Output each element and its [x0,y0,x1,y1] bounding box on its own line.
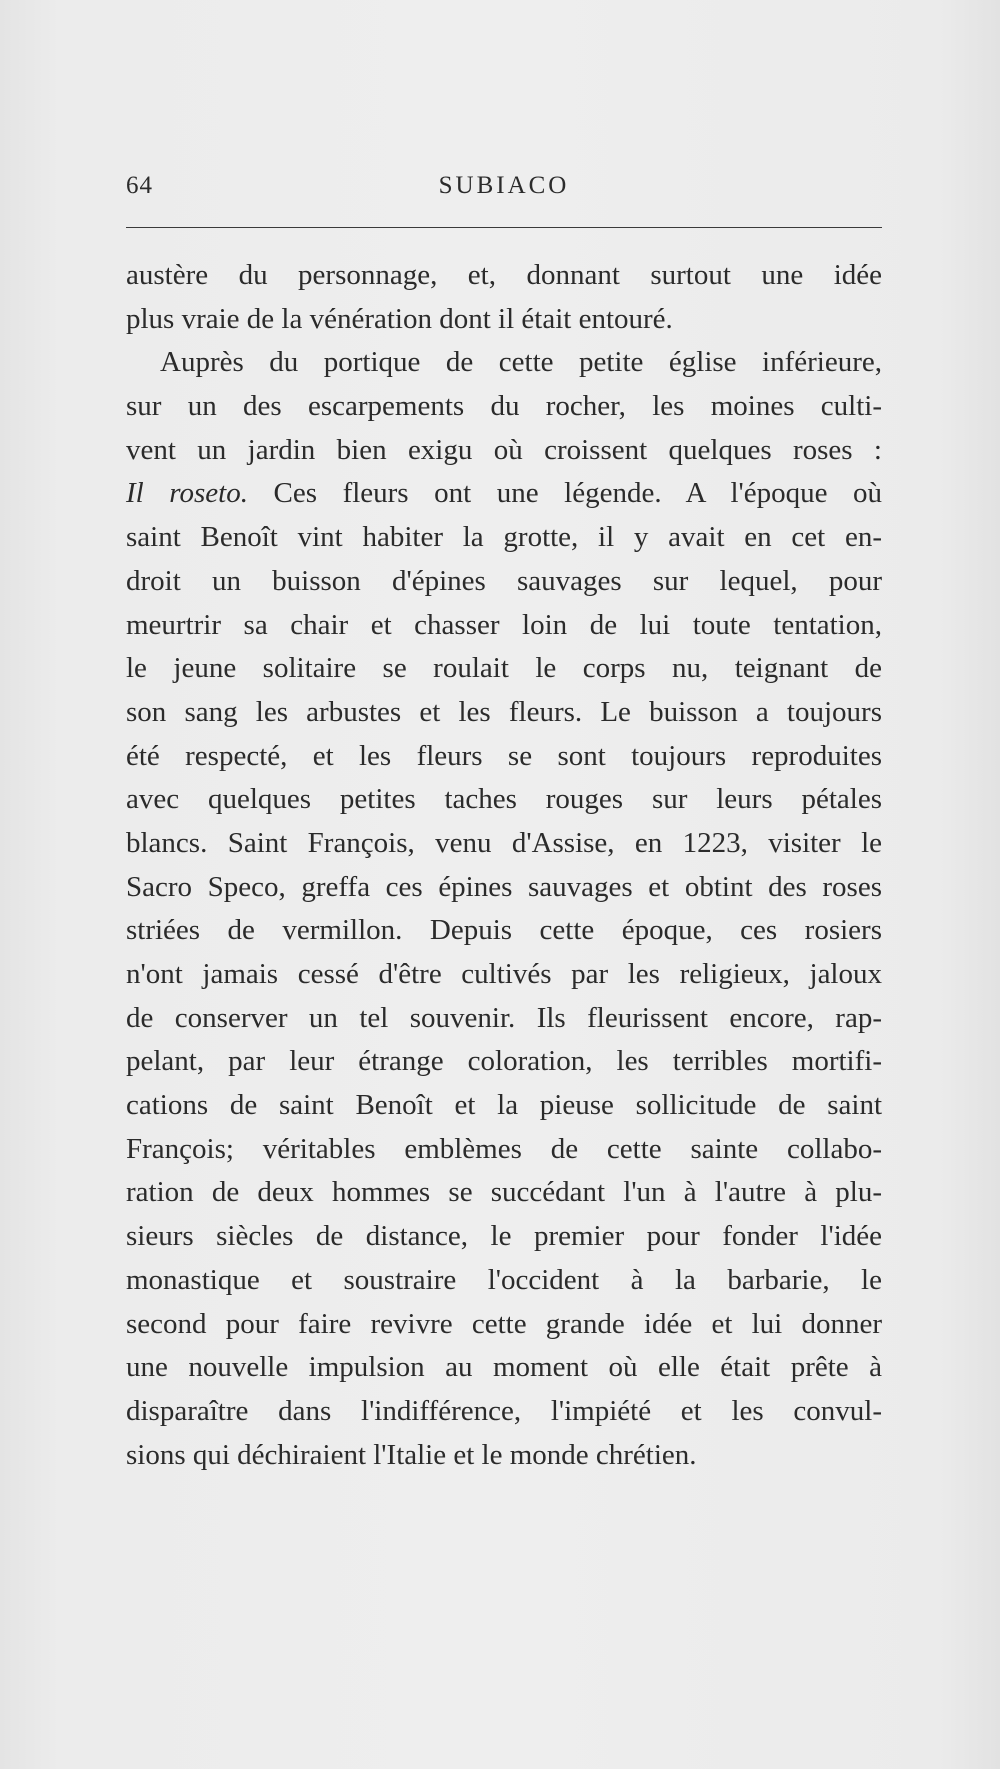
text-line-27: disparaître dans l'indifférence, l'impiété et les convul- [126,1394,882,1427]
page-number: 64 [126,172,153,199]
text-line-2: plus vraie de la vénération dont il était entouré. [126,302,673,335]
italic-phrase: Il roseto. [126,477,248,510]
text-line-9: meurtrir sa chair et chasser loin de lui toute tentation, [126,608,882,641]
text-line-15: Sacro Speco, greffa ces épines sauvages et obtint des roses [126,870,882,903]
text-line-28: sions qui déchiraient l'Italie et le monde chrétien. [126,1438,697,1471]
text-line-19: pelant, par leur étrange coloration, les terribles mortifi- [126,1045,882,1078]
header-rule [126,227,882,228]
text-line-26: une nouvelle impulsion au moment où elle était prête à [126,1351,882,1384]
text-line-12: été respecté, et les fleurs se sont toujours reproduites [126,739,882,772]
text-line-3: Auprès du portique de cette petite église inférieure, [160,346,882,379]
text-line-6 [126,472,882,516]
body-text [126,254,882,1477]
text-line-24: monastique et soustraire l'occident à la barbarie, le [126,1263,882,1296]
text-line-5: vent un jardin bien exigu où croissent quelques roses : [126,433,882,466]
text-line-7: saint Benoît vint habiter la grotte, il y avait en cet en- [126,521,882,554]
chapter-title: SUBIACO [438,172,570,199]
text-line-13: avec quelques petites taches rouges sur leurs pétales [126,783,882,816]
text-line-10: le jeune solitaire se roulait le corps nu, teignant de [126,652,882,685]
text-line-18: de conserver un tel souvenir. Ils fleurissent encore, rap- [126,1001,882,1034]
running-head [126,172,882,212]
text-line-22: ration de deux hommes se succédant l'un à l'autre à plu- [126,1176,882,1209]
text-line-23: sieurs siècles de distance, le premier pour fonder l'idée [126,1220,882,1253]
text-line-8: droit un buisson d'épines sauvages sur lequel, pour [126,564,882,597]
text-line-14: blancs. Saint François, venu d'Assise, en 1223, visiter le [126,826,882,859]
text-line-11: son sang les arbustes et les fleurs. Le buisson a toujours [126,695,882,728]
text-line-20: cations de saint Benoît et la pieuse sollicitude de saint [126,1089,882,1122]
text-line-4: sur un des escarpements du rocher, les moines culti- [126,390,882,423]
text-line-21: François; véritables emblèmes de cette sainte collabo- [126,1132,882,1165]
text-line-6-rest: Ces fleurs ont une légende. A l'époque où [273,477,883,510]
text-line-25: second pour faire revivre cette grande idée et lui donner [126,1307,882,1340]
text-line-17: n'ont jamais cessé d'être cultivés par les religieux, jaloux [126,958,882,990]
text-line-1: austère du personnage, et, donnant surtout une idée [126,259,882,291]
text-line-16: striées de vermillon. Depuis cette époque, ces rosiers [126,914,882,947]
